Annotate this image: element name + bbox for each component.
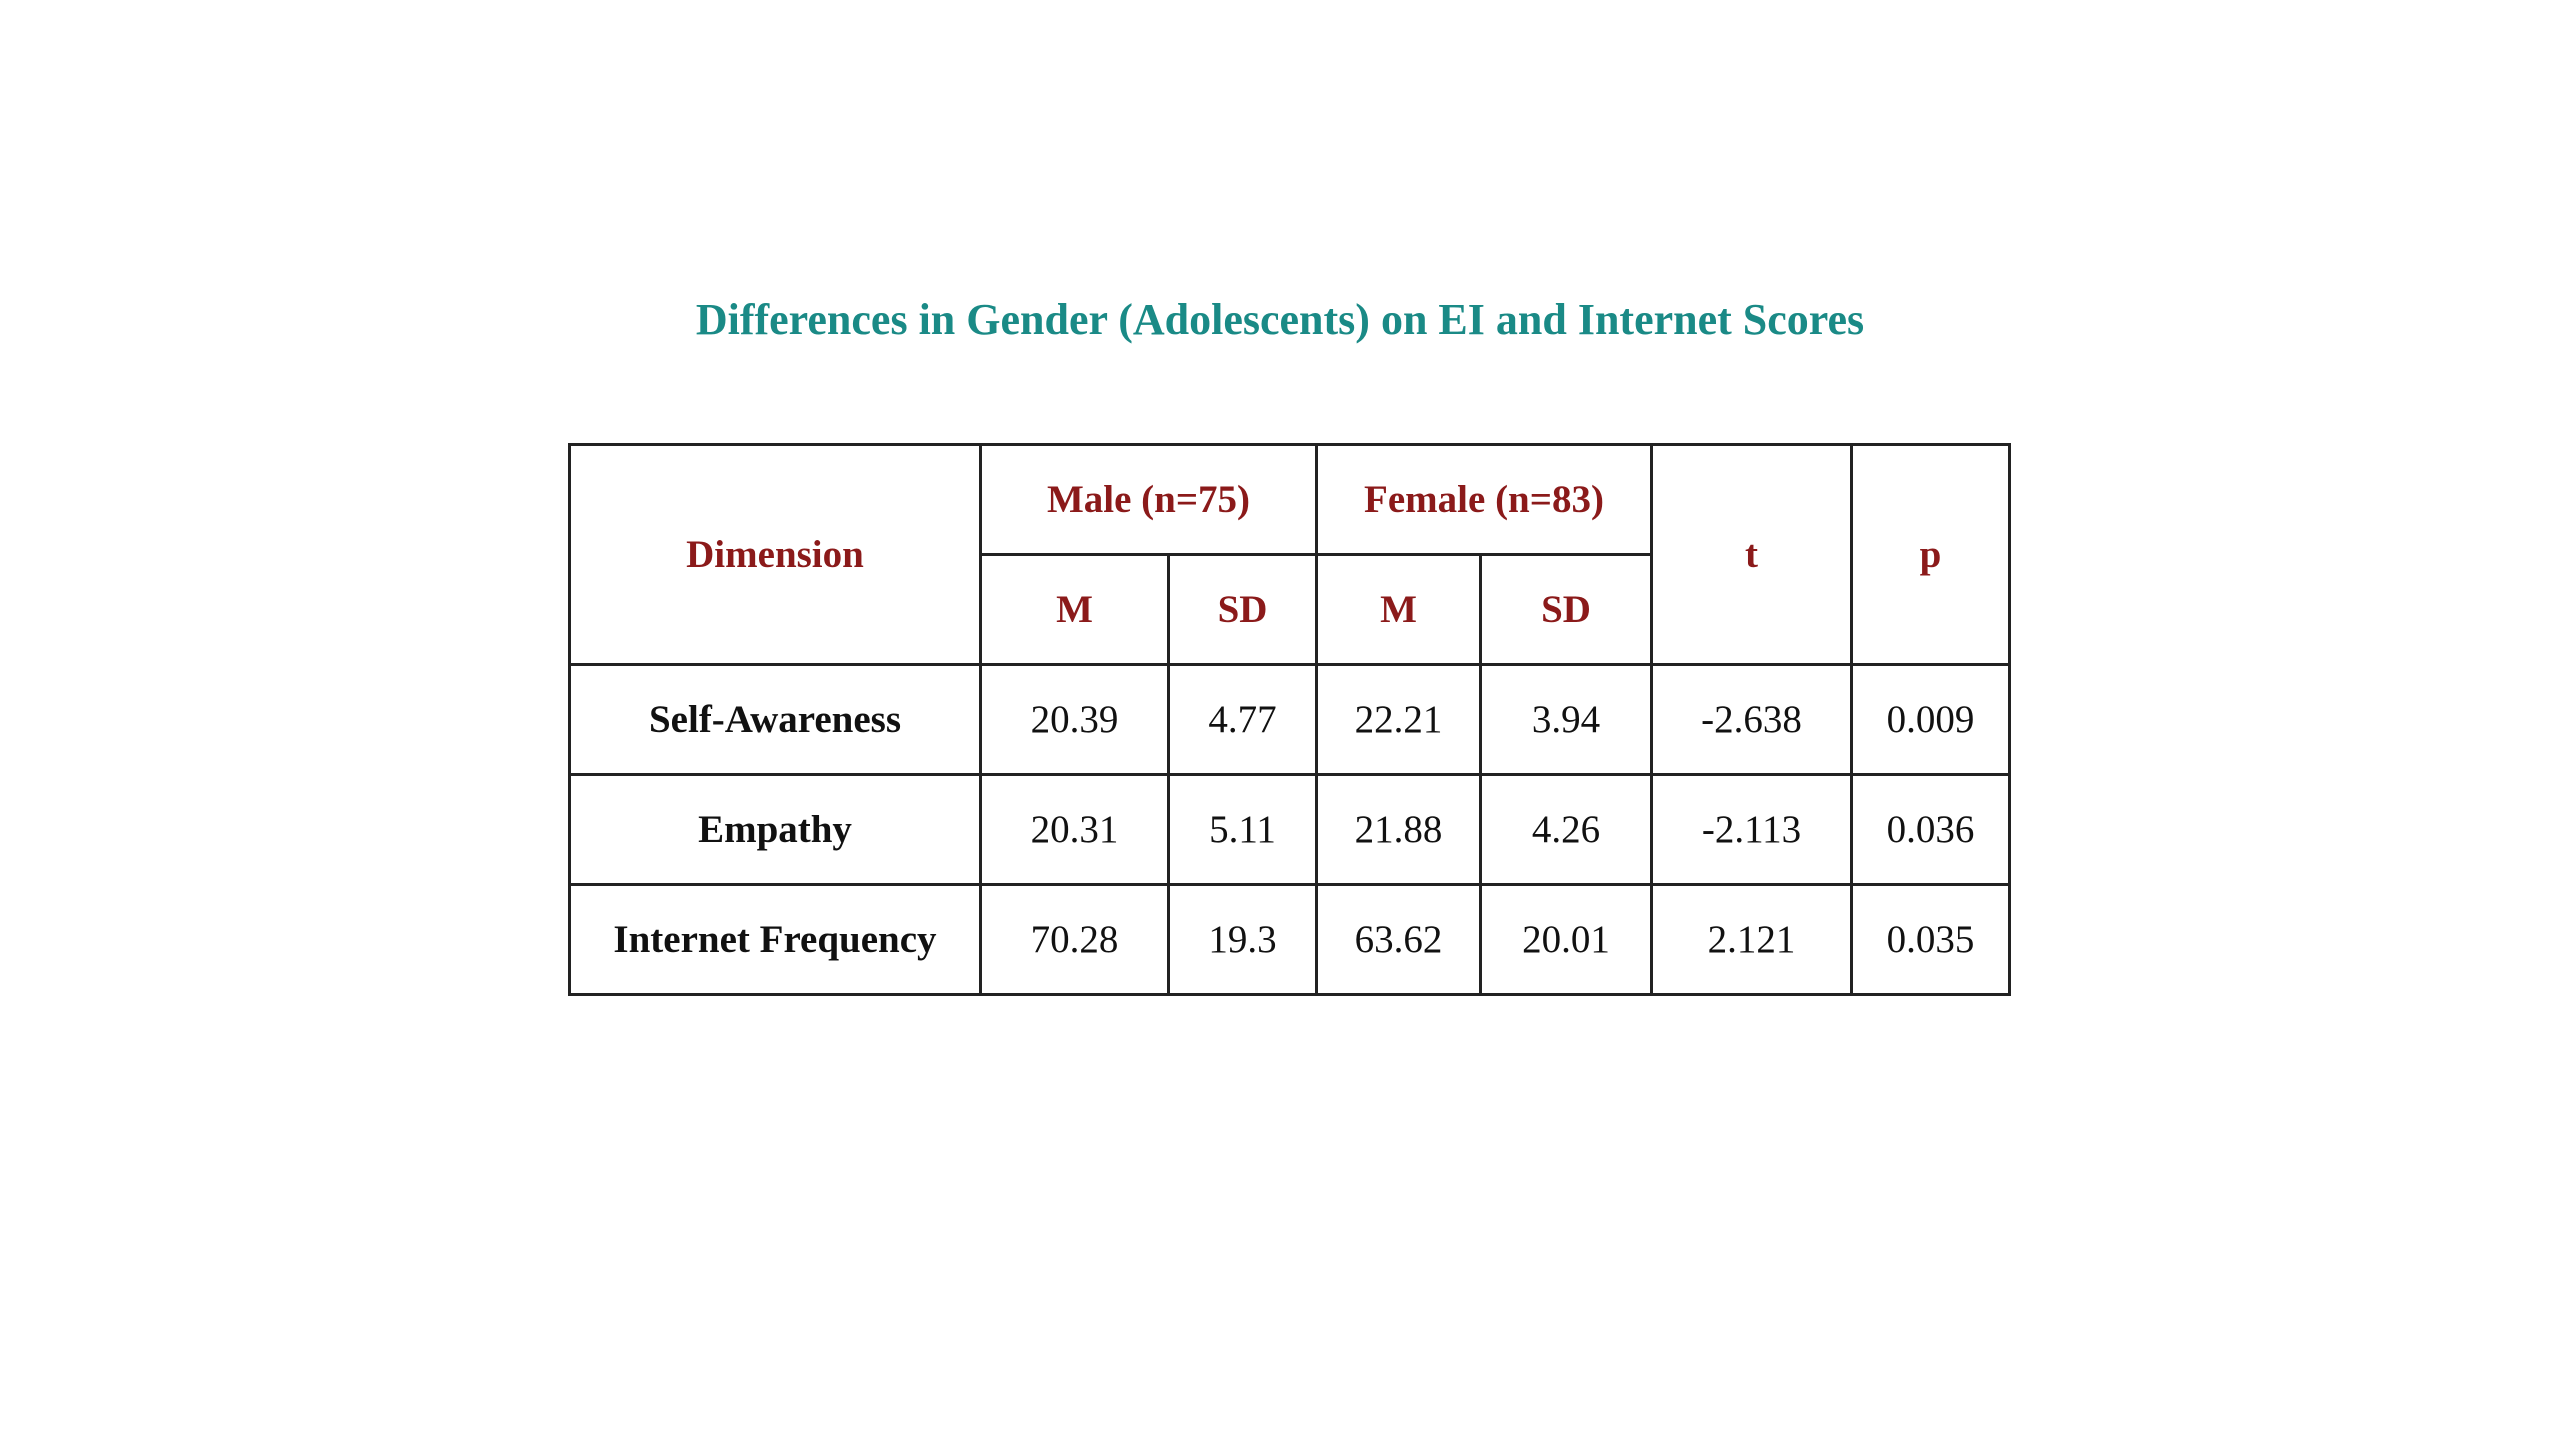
- cell-female-sd: 3.94: [1481, 665, 1652, 775]
- row-label-empathy: Empathy: [570, 775, 981, 885]
- stats-table: [568, 443, 2011, 996]
- header-male-group: Male (n=75): [981, 445, 1317, 555]
- cell-female-sd: 4.26: [1481, 775, 1652, 885]
- table-row: [570, 665, 2010, 775]
- header-t: t: [1652, 445, 1852, 665]
- header-dimension: Dimension: [570, 445, 981, 665]
- cell-female-m: 63.62: [1317, 885, 1481, 995]
- header-female-sd: SD: [1481, 555, 1652, 665]
- row-label-self-awareness: Self-Awareness: [570, 665, 981, 775]
- cell-t: -2.113: [1652, 775, 1852, 885]
- cell-p: 0.035: [1852, 885, 2010, 995]
- cell-male-m: 70.28: [981, 885, 1169, 995]
- cell-female-sd: 20.01: [1481, 885, 1652, 995]
- cell-male-m: 20.39: [981, 665, 1169, 775]
- header-row-groups: [570, 445, 2010, 555]
- cell-female-m: 22.21: [1317, 665, 1481, 775]
- table-row: [570, 775, 2010, 885]
- header-male-sd: SD: [1169, 555, 1317, 665]
- table-title: Differences in Gender (Adolescents) on EI and Internet Scores: [695, 295, 1865, 344]
- cell-t: 2.121: [1652, 885, 1852, 995]
- cell-female-m: 21.88: [1317, 775, 1481, 885]
- header-male-m: M: [981, 555, 1169, 665]
- header-female-group: Female (n=83): [1317, 445, 1652, 555]
- cell-p: 0.036: [1852, 775, 2010, 885]
- cell-male-sd: 19.3: [1169, 885, 1317, 995]
- cell-t: -2.638: [1652, 665, 1852, 775]
- row-label-internet-frequency: Internet Frequency: [570, 885, 981, 995]
- header-female-m: M: [1317, 555, 1481, 665]
- cell-p: 0.009: [1852, 665, 2010, 775]
- table-row: [570, 885, 2010, 995]
- header-p: p: [1852, 445, 2010, 665]
- cell-male-sd: 4.77: [1169, 665, 1317, 775]
- cell-male-sd: 5.11: [1169, 775, 1317, 885]
- cell-male-m: 20.31: [981, 775, 1169, 885]
